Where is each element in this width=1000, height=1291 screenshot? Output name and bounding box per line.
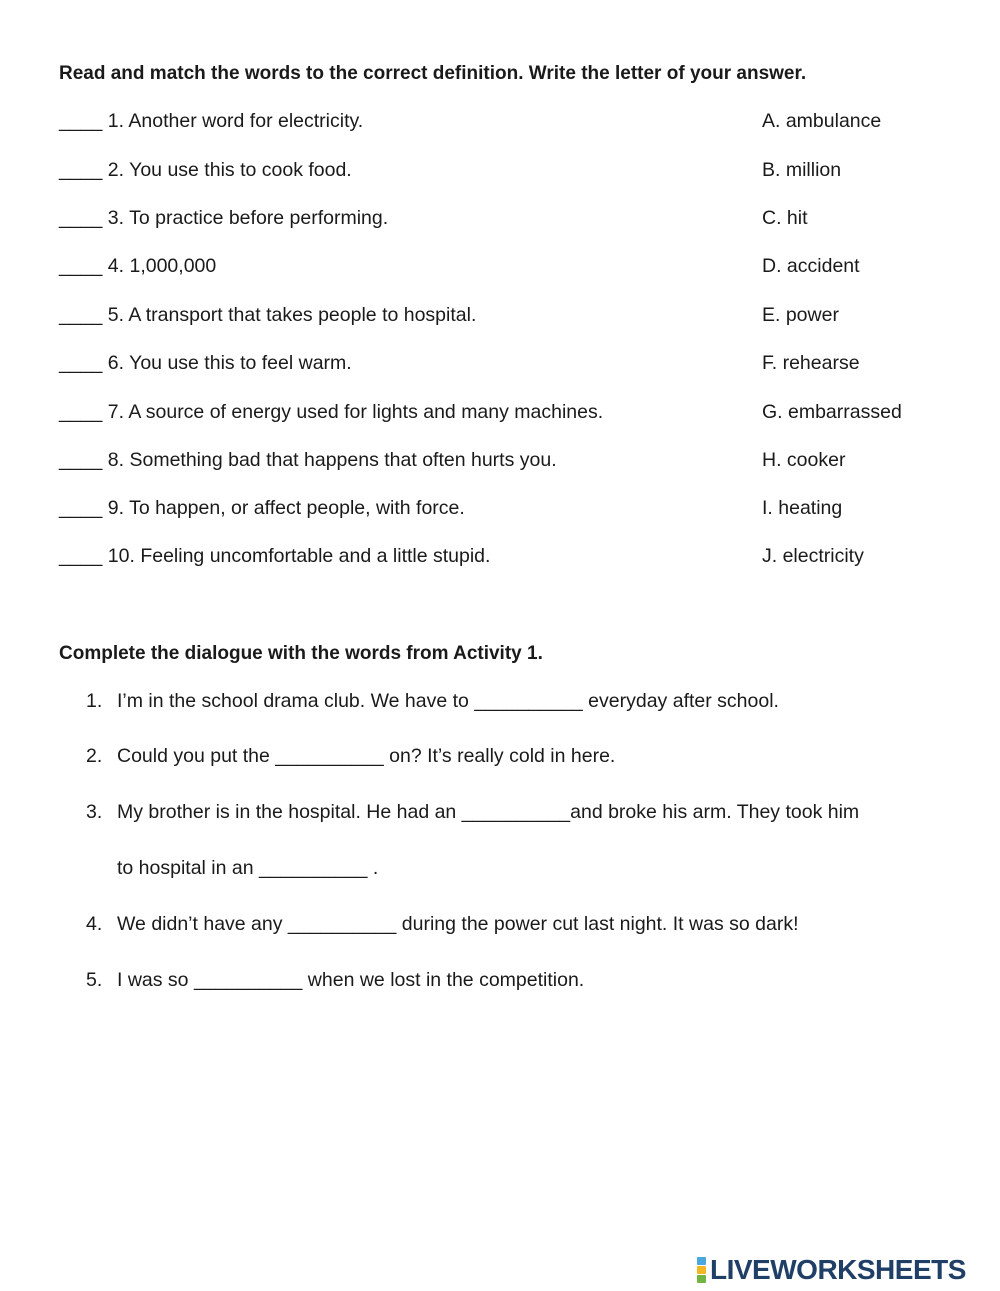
dialogue-item-number: 4. [86, 913, 103, 935]
logo-block [697, 1266, 706, 1274]
dialogue-item-text: I was so __________ when we lost in the competition. [117, 969, 585, 991]
dialogue-item [86, 687, 779, 715]
match-option: B. million [762, 159, 842, 181]
match-definition: ____ 5. A transport that takes people to hospital. [59, 304, 477, 326]
dialogue-item-number: 3. [86, 801, 103, 823]
logo-block [697, 1257, 706, 1265]
dialogue-item [86, 798, 859, 826]
dialogue-item-number: 2. [86, 745, 103, 767]
match-row [59, 252, 959, 280]
match-option: A. ambulance [762, 110, 882, 132]
section2-instruction: Complete the dialogue with the words from Activity 1. [59, 643, 543, 664]
dialogue-item-continuation: to hospital in an __________ . [117, 857, 379, 879]
match-row [59, 542, 959, 570]
match-definition: ____ 4. 1,000,000 [59, 255, 217, 277]
match-option: E. power [762, 304, 839, 326]
match-definition: ____ 10. Feeling uncomfortable and a little stupid. [59, 545, 491, 567]
match-row [59, 204, 959, 232]
logo-text: LIVEWORKSHEETS [710, 1254, 966, 1285]
dialogue-item-number: 5. [86, 969, 103, 991]
match-definition: ____ 3. To practice before performing. [59, 207, 389, 229]
match-row [59, 301, 959, 329]
match-row [59, 156, 959, 184]
match-option: I. heating [762, 497, 843, 519]
match-row [59, 398, 959, 426]
match-option: H. cooker [762, 449, 846, 471]
dialogue-item [86, 910, 798, 938]
match-option: F. rehearse [762, 352, 860, 374]
dialogue-item-text: We didn’t have any __________ during the power cut last night. It was so dark! [117, 913, 799, 935]
dialogue-item-text: My brother is in the hospital. He had an __________and broke his arm. They took him [117, 801, 860, 823]
match-option: J. electricity [762, 545, 864, 567]
logo-blocks-icon [697, 1257, 706, 1283]
dialogue-item [86, 966, 584, 994]
match-definition: ____ 8. Something bad that happens that often hurts you. [59, 449, 557, 471]
match-definition: ____ 9. To happen, or affect people, with force. [59, 497, 465, 519]
match-row [59, 494, 959, 522]
dialogue-item [86, 742, 615, 770]
logo-block [697, 1275, 706, 1283]
match-definition: ____ 7. A source of energy used for lights and many machines. [59, 401, 604, 423]
match-definition: ____ 1. Another word for electricity. [59, 110, 364, 132]
match-definition: ____ 2. You use this to cook food. [59, 159, 352, 181]
liveworksheets-logo[interactable] [697, 1255, 966, 1285]
match-option: C. hit [762, 207, 808, 229]
match-row [59, 107, 959, 135]
match-option: D. accident [762, 255, 860, 277]
match-row [59, 446, 959, 474]
dialogue-item-number: 1. [86, 690, 103, 712]
dialogue-item-text: I’m in the school drama club. We have to __________ everyday after school. [117, 690, 779, 712]
section1-instruction: Read and match the words to the correct definition. Write the letter of your answer. [59, 63, 807, 84]
match-definition: ____ 6. You use this to feel warm. [59, 352, 352, 374]
match-option: G. embarrassed [762, 401, 902, 423]
dialogue-item-text: Could you put the __________ on? It’s really cold in here. [117, 745, 616, 767]
match-row [59, 349, 959, 377]
